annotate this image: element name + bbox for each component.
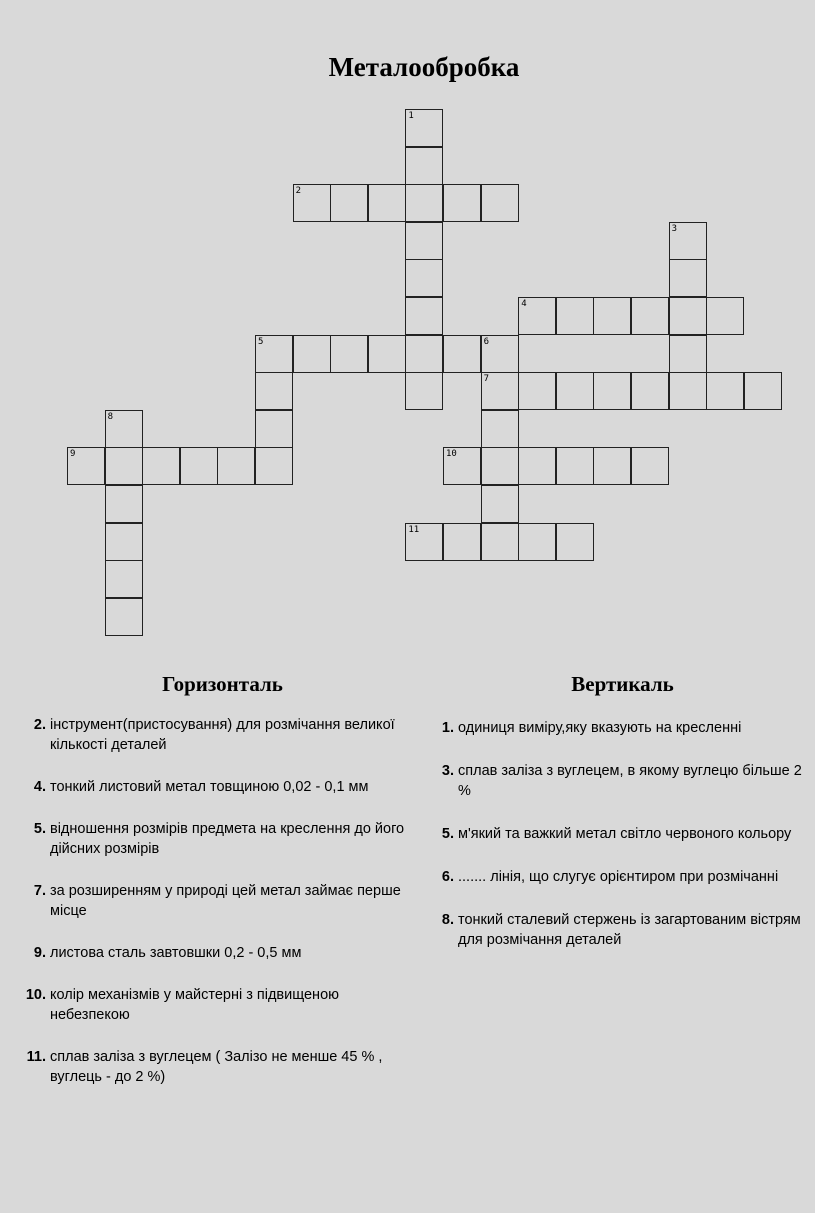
crossword-cell[interactable]	[631, 447, 669, 485]
clue-number: 2.	[33, 717, 46, 733]
crossword-cell[interactable]	[255, 410, 293, 448]
clue-text: інструмент(пристосування) для розмічання великої кількості деталей	[50, 717, 395, 753]
clue-text: одиниця виміру,яку вказують на кресленні	[458, 720, 742, 736]
clue-text: тонкий сталевий стержень із загартованим вістрям для розмічання деталей	[458, 912, 801, 948]
crossword-cell[interactable]	[330, 335, 368, 373]
crossword-cell[interactable]	[105, 523, 143, 561]
clue-number: 5.	[441, 826, 454, 842]
clue-number: 1.	[441, 720, 454, 736]
crossword-cell[interactable]	[105, 598, 143, 636]
clue-text: листова сталь завтовшки 0,2 - 0,5 мм	[50, 945, 302, 961]
crossword-cell[interactable]	[405, 523, 443, 561]
crossword-cell[interactable]	[481, 485, 519, 523]
crossword-cell[interactable]	[142, 447, 180, 485]
down-clues-list	[422, 718, 807, 950]
crossword-cell[interactable]	[481, 335, 519, 373]
clue-number: 4.	[33, 779, 46, 795]
crossword-cell[interactable]	[593, 447, 631, 485]
crossword-cell[interactable]	[593, 372, 631, 410]
crossword-cell[interactable]	[556, 447, 594, 485]
crossword-cell[interactable]	[405, 109, 443, 147]
across-heading: Горизонталь	[162, 672, 283, 696]
crossword-cell[interactable]	[405, 335, 443, 373]
crossword-cell[interactable]	[669, 259, 707, 297]
crossword-cell[interactable]	[443, 335, 481, 373]
crossword-cell[interactable]	[669, 222, 707, 260]
crossword-cell[interactable]	[669, 372, 707, 410]
crossword-cell[interactable]	[105, 410, 143, 448]
crossword-cell[interactable]	[518, 297, 556, 335]
clue-number: 11.	[26, 1049, 46, 1065]
clue-number: 7.	[33, 883, 46, 899]
clue-number: 9.	[33, 945, 46, 961]
crossword-cell[interactable]	[443, 523, 481, 561]
cell-number: 11	[408, 524, 420, 535]
crossword-cell[interactable]	[405, 372, 443, 410]
cell-number: 1	[408, 111, 414, 121]
crossword-cell[interactable]	[293, 184, 331, 222]
crossword-cell[interactable]	[518, 523, 556, 561]
crossword-cell[interactable]	[556, 372, 594, 410]
crossword-cell[interactable]	[518, 372, 556, 410]
crossword-cell[interactable]	[669, 297, 707, 335]
clue-item	[14, 881, 409, 921]
crossword-cell[interactable]	[443, 184, 481, 222]
clue-number: 8.	[441, 912, 454, 928]
crossword-cell[interactable]	[481, 410, 519, 448]
clue-item	[14, 777, 409, 797]
clue-item	[14, 715, 409, 755]
clue-item	[422, 910, 807, 950]
cell-number: 9	[70, 449, 76, 460]
clue-item	[422, 867, 807, 887]
clue-item	[14, 943, 409, 963]
crossword-cell[interactable]	[631, 372, 669, 410]
crossword-cell[interactable]	[556, 297, 594, 335]
crossword-cell[interactable]	[593, 297, 631, 335]
clue-item	[14, 819, 409, 859]
crossword-cell[interactable]	[631, 297, 669, 335]
crossword-cell[interactable]	[669, 335, 707, 373]
cell-number: 10	[446, 449, 457, 460]
clue-text: сплав заліза з вуглецем ( Залізо не менше 45 % , вуглець - до 2 %)	[50, 1049, 383, 1085]
clue-text: за розширенням у природі цей метал займає перше місце	[50, 883, 401, 919]
page-title: Металообробка	[328, 52, 520, 82]
crossword-cell[interactable]	[405, 147, 443, 185]
clue-text: тонкий листовий метал товщиною 0,02 - 0,1 мм	[50, 779, 369, 795]
clue-number: 10.	[25, 987, 46, 1003]
cell-number: 2	[295, 186, 302, 197]
crossword-cell[interactable]	[556, 523, 594, 561]
crossword-cell[interactable]	[105, 485, 143, 523]
cell-number: 8	[107, 411, 114, 422]
clue-text: колір механізмів у майстерні з підвищеною небезпекою	[50, 987, 340, 1023]
crossword-cell[interactable]	[105, 560, 143, 598]
crossword-cell[interactable]	[405, 184, 443, 222]
clue-item	[422, 824, 807, 844]
crossword-cell[interactable]	[706, 297, 744, 335]
crossword-cell[interactable]	[481, 184, 519, 222]
clue-item	[422, 761, 807, 801]
cell-number: 6	[483, 336, 490, 347]
clue-item	[422, 718, 807, 738]
crossword-cell[interactable]	[105, 447, 143, 485]
crossword-cell[interactable]	[405, 297, 443, 335]
crossword-cell[interactable]	[481, 372, 519, 410]
cell-number: 7	[483, 374, 490, 385]
crossword-cell[interactable]	[255, 372, 293, 410]
cell-number: 3	[671, 223, 678, 234]
clue-item	[14, 985, 409, 1025]
crossword-cell[interactable]	[180, 447, 218, 485]
crossword-cell[interactable]	[330, 184, 368, 222]
clue-number: 5.	[33, 821, 46, 837]
crossword-cell[interactable]	[255, 335, 293, 373]
cell-number: 4	[521, 299, 527, 309]
crossword-cell[interactable]	[518, 447, 556, 485]
crossword-cell[interactable]	[293, 335, 331, 373]
clue-text: відношення розмірів предмета на креслення до його дійсних розмірів	[50, 821, 405, 857]
crossword-cell[interactable]	[368, 184, 406, 222]
down-heading: Вертикаль	[571, 672, 674, 696]
crossword-cell[interactable]	[217, 447, 255, 485]
crossword-cell[interactable]	[67, 447, 105, 485]
crossword-cell[interactable]	[405, 222, 443, 260]
crossword-cell[interactable]	[255, 447, 293, 485]
clue-number: 6.	[441, 869, 454, 885]
clue-text: ....... лінія, що слугує орієнтиром при розмічанні	[458, 869, 779, 885]
crossword-cell[interactable]	[744, 372, 782, 410]
cell-number: 5	[258, 336, 264, 347]
clue-text: сплав заліза з вуглецем, в якому вуглецю більше 2 %	[458, 763, 802, 799]
crossword-cell[interactable]	[443, 447, 481, 485]
across-clues-list	[14, 715, 409, 1087]
crossword-cell[interactable]	[481, 523, 519, 561]
clue-item	[14, 1047, 409, 1087]
crossword-cell[interactable]	[368, 335, 406, 373]
clue-text: м'який та важкий метал світло червоного кольору	[458, 826, 792, 842]
clue-number: 3.	[441, 763, 454, 779]
crossword-cell[interactable]	[481, 447, 519, 485]
crossword-cell[interactable]	[706, 372, 744, 410]
crossword-cell[interactable]	[405, 259, 443, 297]
